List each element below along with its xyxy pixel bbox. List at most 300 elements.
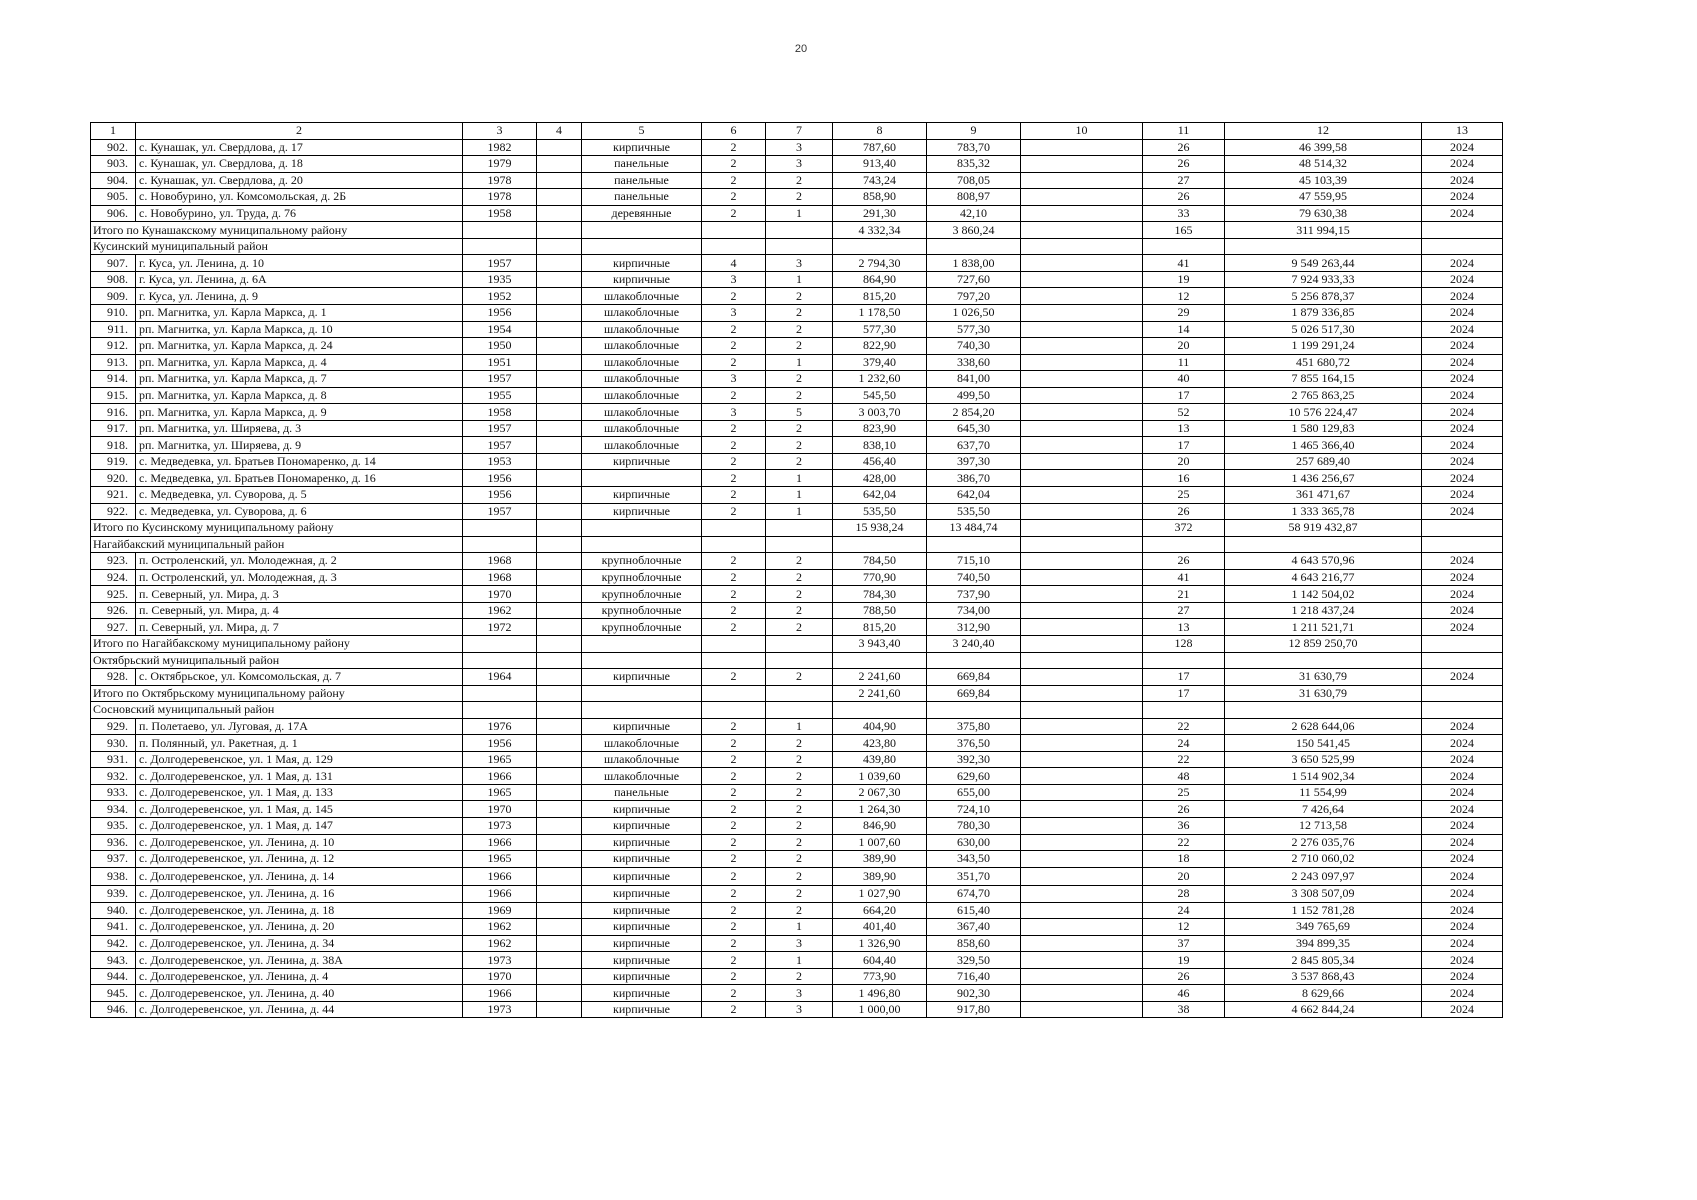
col-4-cell — [537, 952, 582, 969]
col-6-cell — [702, 222, 766, 239]
col-13-cell — [1422, 238, 1503, 255]
col-13-cell: 2024 — [1422, 935, 1503, 952]
year-cell: 1962 — [463, 935, 537, 952]
col-9-cell: 669,84 — [927, 685, 1021, 702]
table-row — [91, 139, 1503, 156]
col-12-cell: 2 243 097,97 — [1225, 867, 1422, 886]
col-7-cell: 2 — [766, 420, 833, 437]
col-8-cell: 864,90 — [833, 271, 927, 288]
col-11-cell: 17 — [1143, 387, 1225, 404]
col-8-cell: 379,40 — [833, 354, 927, 371]
col-4-cell — [537, 669, 582, 686]
col-11-cell: 52 — [1143, 404, 1225, 421]
col-7-cell — [766, 238, 833, 255]
wall-material-cell: кирпичные — [582, 952, 702, 969]
col-13-cell: 2024 — [1422, 851, 1503, 868]
col-7-cell: 3 — [766, 985, 833, 1002]
col-6-cell: 3 — [702, 371, 766, 388]
col-10-cell — [1021, 919, 1143, 936]
col-12-cell: 5 256 878,37 — [1225, 288, 1422, 305]
col-4-cell — [537, 437, 582, 454]
col-6-cell — [702, 536, 766, 553]
col-11-cell: 17 — [1143, 437, 1225, 454]
col-8-cell: 456,40 — [833, 453, 927, 470]
row-number-cell: 917. — [91, 420, 136, 437]
col-12-cell: 3 537 868,43 — [1225, 968, 1422, 985]
year-cell: 1953 — [463, 453, 537, 470]
district-header-row — [91, 652, 1503, 669]
col-8-cell: 2 241,60 — [833, 685, 927, 702]
year-cell: 1970 — [463, 586, 537, 603]
col-9-cell: 727,60 — [927, 271, 1021, 288]
col-13-cell: 2024 — [1422, 156, 1503, 173]
col-4-cell — [537, 902, 582, 919]
col-11-cell: 372 — [1143, 520, 1225, 537]
table-row — [91, 735, 1503, 752]
col-7-cell: 2 — [766, 338, 833, 355]
col-9-cell: 42,10 — [927, 205, 1021, 222]
col-8-cell: 1 264,30 — [833, 801, 927, 818]
row-number-cell: 907. — [91, 255, 136, 272]
col-8-cell: 815,20 — [833, 288, 927, 305]
col-12-cell: 257 689,40 — [1225, 453, 1422, 470]
wall-material-cell: крупноблочные — [582, 619, 702, 636]
row-number-cell: 941. — [91, 919, 136, 936]
col-12-cell: 10 576 224,47 — [1225, 404, 1422, 421]
col-8-cell: 2 067,30 — [833, 784, 927, 801]
col-9-cell: 615,40 — [927, 902, 1021, 919]
table-row — [91, 935, 1503, 952]
col-7-cell: 5 — [766, 404, 833, 421]
table-row — [91, 851, 1503, 868]
table-row — [91, 619, 1503, 636]
table-row — [91, 305, 1503, 322]
col-7-cell: 2 — [766, 288, 833, 305]
col-12-cell: 9 549 263,44 — [1225, 255, 1422, 272]
address-cell: с. Кунашак, ул. Свердлова, д. 20 — [136, 172, 463, 189]
col-4-cell — [537, 139, 582, 156]
col-10-cell — [1021, 255, 1143, 272]
col-4-cell — [537, 172, 582, 189]
year-cell: 1968 — [463, 553, 537, 570]
col-9-cell: 535,50 — [927, 503, 1021, 520]
col-6-cell: 2 — [702, 553, 766, 570]
col-6-cell — [702, 685, 766, 702]
year-cell: 1957 — [463, 437, 537, 454]
col-6-cell: 2 — [702, 851, 766, 868]
col-8-cell: 815,20 — [833, 619, 927, 636]
wall-material-cell — [582, 536, 702, 553]
col-4-cell — [537, 718, 582, 735]
col-10-cell — [1021, 867, 1143, 886]
col-12-cell: 46 399,58 — [1225, 139, 1422, 156]
district-name: Октябрьский муниципальный район — [91, 652, 463, 669]
year-cell: 1950 — [463, 338, 537, 355]
col-7-cell: 3 — [766, 139, 833, 156]
col-4-cell — [537, 338, 582, 355]
col-7-cell: 2 — [766, 784, 833, 801]
col-4-cell — [537, 985, 582, 1002]
col-9-cell: 708,05 — [927, 172, 1021, 189]
col-11-cell — [1143, 652, 1225, 669]
wall-material-cell: шлакоблочные — [582, 305, 702, 322]
year-cell: 1966 — [463, 985, 537, 1002]
row-number-cell: 923. — [91, 553, 136, 570]
address-cell: с. Новобурино, ул. Комсомольская, д. 2Б — [136, 189, 463, 206]
col-7-cell — [766, 222, 833, 239]
year-cell: 1958 — [463, 404, 537, 421]
row-number-cell: 929. — [91, 718, 136, 735]
table-row — [91, 718, 1503, 735]
col-7-cell: 2 — [766, 553, 833, 570]
col-4-cell — [537, 255, 582, 272]
col-13-cell: 2024 — [1422, 569, 1503, 586]
col-8-cell: 743,24 — [833, 172, 927, 189]
row-number-cell: 916. — [91, 404, 136, 421]
col-6-cell: 2 — [702, 602, 766, 619]
year-cell — [463, 222, 537, 239]
table-row — [91, 952, 1503, 969]
col-10-cell — [1021, 437, 1143, 454]
wall-material-cell: кирпичные — [582, 985, 702, 1002]
col-7-cell: 1 — [766, 919, 833, 936]
col-6-cell: 2 — [702, 453, 766, 470]
col-4-cell — [537, 834, 582, 851]
year-cell — [463, 238, 537, 255]
col-6-cell: 2 — [702, 503, 766, 520]
col-8-cell: 389,90 — [833, 867, 927, 886]
col-8-cell — [833, 702, 927, 719]
col-11-cell: 24 — [1143, 735, 1225, 752]
col-12-cell: 349 765,69 — [1225, 919, 1422, 936]
col-4-cell — [537, 553, 582, 570]
col-9-cell: 499,50 — [927, 387, 1021, 404]
wall-material-cell: деревянные — [582, 205, 702, 222]
col-8-cell: 1 496,80 — [833, 985, 927, 1002]
table-row — [91, 453, 1503, 470]
address-cell: с. Долгодеревенское, ул. Ленина, д. 18 — [136, 902, 463, 919]
column-number-header: 1 — [91, 123, 136, 140]
col-4-cell — [537, 387, 582, 404]
col-10-cell — [1021, 768, 1143, 785]
address-cell: с. Медведевка, ул. Братьев Пономаренко, д. 14 — [136, 453, 463, 470]
table-row — [91, 503, 1503, 520]
wall-material-cell: панельные — [582, 189, 702, 206]
col-10-cell — [1021, 735, 1143, 752]
year-cell: 1965 — [463, 751, 537, 768]
col-9-cell: 367,40 — [927, 919, 1021, 936]
col-10-cell — [1021, 371, 1143, 388]
table-body — [91, 139, 1503, 1018]
col-7-cell: 1 — [766, 354, 833, 371]
wall-material-cell: кирпичные — [582, 139, 702, 156]
address-cell: г. Куса, ул. Ленина, д. 9 — [136, 288, 463, 305]
col-6-cell: 2 — [702, 569, 766, 586]
address-cell: с. Медведевка, ул. Суворова, д. 5 — [136, 487, 463, 504]
district-header-row — [91, 238, 1503, 255]
col-7-cell: 3 — [766, 255, 833, 272]
col-10-cell — [1021, 635, 1143, 652]
table-row — [91, 784, 1503, 801]
col-8-cell: 787,60 — [833, 139, 927, 156]
col-10-cell — [1021, 751, 1143, 768]
district-total-row — [91, 635, 1503, 652]
col-11-cell: 26 — [1143, 189, 1225, 206]
district-total-label: Итого по Кунашакскому муниципальному району — [91, 222, 463, 239]
address-cell: г. Куса, ул. Ленина, д. 6А — [136, 271, 463, 288]
col-11-cell: 48 — [1143, 768, 1225, 785]
address-cell: п. Северный, ул. Мира, д. 3 — [136, 586, 463, 603]
row-number-cell: 933. — [91, 784, 136, 801]
col-6-cell — [702, 520, 766, 537]
col-11-cell: 24 — [1143, 902, 1225, 919]
col-12-cell: 2 765 863,25 — [1225, 387, 1422, 404]
address-cell: п. Остроленский, ул. Молодежная, д. 2 — [136, 553, 463, 570]
wall-material-cell: шлакоблочные — [582, 371, 702, 388]
col-11-cell: 26 — [1143, 968, 1225, 985]
address-cell: г. Куса, ул. Ленина, д. 10 — [136, 255, 463, 272]
year-cell — [463, 702, 537, 719]
col-4-cell — [537, 288, 582, 305]
table-row — [91, 669, 1503, 686]
col-12-cell: 394 899,35 — [1225, 935, 1422, 952]
col-7-cell: 2 — [766, 321, 833, 338]
col-13-cell: 2024 — [1422, 255, 1503, 272]
wall-material-cell: кирпичные — [582, 503, 702, 520]
col-7-cell: 2 — [766, 669, 833, 686]
col-10-cell — [1021, 503, 1143, 520]
col-10-cell — [1021, 321, 1143, 338]
year-cell: 1956 — [463, 470, 537, 487]
col-12-cell: 1 879 336,85 — [1225, 305, 1422, 322]
row-number-cell: 930. — [91, 735, 136, 752]
col-6-cell — [702, 652, 766, 669]
col-6-cell: 2 — [702, 172, 766, 189]
row-number-cell: 903. — [91, 156, 136, 173]
col-4-cell — [537, 453, 582, 470]
wall-material-cell — [582, 635, 702, 652]
row-number-cell: 909. — [91, 288, 136, 305]
col-13-cell — [1422, 635, 1503, 652]
column-number-header: 7 — [766, 123, 833, 140]
col-11-cell: 12 — [1143, 919, 1225, 936]
col-6-cell: 2 — [702, 139, 766, 156]
col-13-cell: 2024 — [1422, 784, 1503, 801]
col-6-cell: 2 — [702, 751, 766, 768]
col-6-cell — [702, 702, 766, 719]
col-7-cell: 2 — [766, 602, 833, 619]
year-cell: 1957 — [463, 371, 537, 388]
col-8-cell: 1 178,50 — [833, 305, 927, 322]
col-8-cell: 784,30 — [833, 586, 927, 603]
col-7-cell: 2 — [766, 586, 833, 603]
table-row — [91, 602, 1503, 619]
col-4-cell — [537, 536, 582, 553]
row-number-cell: 906. — [91, 205, 136, 222]
col-8-cell: 838,10 — [833, 437, 927, 454]
col-7-cell: 2 — [766, 886, 833, 903]
address-cell: рп. Магнитка, ул. Ширяева, д. 3 — [136, 420, 463, 437]
row-number-cell: 940. — [91, 902, 136, 919]
col-13-cell: 2024 — [1422, 503, 1503, 520]
col-10-cell — [1021, 968, 1143, 985]
col-13-cell: 2024 — [1422, 602, 1503, 619]
address-cell: рп. Магнитка, ул. Карла Маркса, д. 4 — [136, 354, 463, 371]
address-cell: с. Долгодеревенское, ул. Ленина, д. 38А — [136, 952, 463, 969]
wall-material-cell — [582, 652, 702, 669]
col-7-cell: 2 — [766, 453, 833, 470]
address-cell: с. Долгодеревенское, ул. Ленина, д. 20 — [136, 919, 463, 936]
address-cell: с. Долгодеревенское, ул. Ленина, д. 34 — [136, 935, 463, 952]
col-9-cell: 3 860,24 — [927, 222, 1021, 239]
col-9-cell: 715,10 — [927, 553, 1021, 570]
col-4-cell — [537, 751, 582, 768]
row-number-cell: 918. — [91, 437, 136, 454]
col-4-cell — [537, 1001, 582, 1018]
district-total-row — [91, 520, 1503, 537]
col-11-cell — [1143, 238, 1225, 255]
col-9-cell — [927, 238, 1021, 255]
col-7-cell: 2 — [766, 968, 833, 985]
col-7-cell — [766, 635, 833, 652]
col-6-cell: 2 — [702, 354, 766, 371]
col-13-cell: 2024 — [1422, 354, 1503, 371]
col-9-cell: 669,84 — [927, 669, 1021, 686]
table-row — [91, 470, 1503, 487]
col-12-cell: 1 218 437,24 — [1225, 602, 1422, 619]
col-9-cell: 674,70 — [927, 886, 1021, 903]
col-10-cell — [1021, 602, 1143, 619]
col-11-cell: 46 — [1143, 985, 1225, 1002]
table-row — [91, 902, 1503, 919]
address-cell: рп. Магнитка, ул. Карла Маркса, д. 9 — [136, 404, 463, 421]
wall-material-cell: кирпичные — [582, 255, 702, 272]
col-13-cell: 2024 — [1422, 305, 1503, 322]
col-4-cell — [537, 635, 582, 652]
col-8-cell: 858,90 — [833, 189, 927, 206]
col-11-cell: 41 — [1143, 255, 1225, 272]
col-11-cell: 13 — [1143, 420, 1225, 437]
col-8-cell: 1 326,90 — [833, 935, 927, 952]
address-cell: с. Долгодеревенское, ул. Ленина, д. 10 — [136, 834, 463, 851]
col-13-cell: 2024 — [1422, 487, 1503, 504]
address-cell: с. Долгодеревенское, ул. 1 Мая, д. 147 — [136, 817, 463, 834]
col-10-cell — [1021, 404, 1143, 421]
col-10-cell — [1021, 156, 1143, 173]
col-4-cell — [537, 503, 582, 520]
col-6-cell: 2 — [702, 321, 766, 338]
col-13-cell: 2024 — [1422, 437, 1503, 454]
wall-material-cell: кирпичные — [582, 801, 702, 818]
col-4-cell — [537, 768, 582, 785]
col-8-cell: 389,90 — [833, 851, 927, 868]
col-12-cell: 7 426,64 — [1225, 801, 1422, 818]
col-9-cell: 797,20 — [927, 288, 1021, 305]
table-row — [91, 288, 1503, 305]
row-number-cell: 938. — [91, 867, 136, 886]
col-6-cell: 2 — [702, 817, 766, 834]
year-cell: 1965 — [463, 851, 537, 868]
col-9-cell: 645,30 — [927, 420, 1021, 437]
year-cell: 1969 — [463, 902, 537, 919]
col-13-cell: 2024 — [1422, 968, 1503, 985]
col-11-cell: 26 — [1143, 553, 1225, 570]
col-13-cell: 2024 — [1422, 271, 1503, 288]
col-4-cell — [537, 867, 582, 886]
wall-material-cell: кирпичные — [582, 487, 702, 504]
address-cell: п. Северный, ул. Мира, д. 4 — [136, 602, 463, 619]
col-9-cell: 917,80 — [927, 1001, 1021, 1018]
address-cell: с. Кунашак, ул. Свердлова, д. 17 — [136, 139, 463, 156]
col-4-cell — [537, 801, 582, 818]
year-cell: 1952 — [463, 288, 537, 305]
table-row — [91, 569, 1503, 586]
col-7-cell: 2 — [766, 735, 833, 752]
col-9-cell: 858,60 — [927, 935, 1021, 952]
col-7-cell: 1 — [766, 952, 833, 969]
col-10-cell — [1021, 520, 1143, 537]
col-9-cell: 902,30 — [927, 985, 1021, 1002]
column-number-header: 4 — [537, 123, 582, 140]
col-4-cell — [537, 817, 582, 834]
col-8-cell: 788,50 — [833, 602, 927, 619]
col-7-cell: 2 — [766, 172, 833, 189]
col-8-cell: 3 003,70 — [833, 404, 927, 421]
col-10-cell — [1021, 222, 1143, 239]
col-9-cell: 376,50 — [927, 735, 1021, 752]
col-10-cell — [1021, 305, 1143, 322]
col-11-cell: 38 — [1143, 1001, 1225, 1018]
address-cell: с. Долгодеревенское, ул. 1 Мая, д. 131 — [136, 768, 463, 785]
col-12-cell: 1 514 902,34 — [1225, 768, 1422, 785]
col-12-cell: 2 845 805,34 — [1225, 952, 1422, 969]
col-9-cell: 655,00 — [927, 784, 1021, 801]
col-10-cell — [1021, 139, 1143, 156]
address-cell: рп. Магнитка, ул. Ширяева, д. 9 — [136, 437, 463, 454]
table-row — [91, 437, 1503, 454]
table-row — [91, 371, 1503, 388]
col-11-cell: 33 — [1143, 205, 1225, 222]
col-10-cell — [1021, 238, 1143, 255]
col-7-cell: 1 — [766, 718, 833, 735]
wall-material-cell: кирпичные — [582, 453, 702, 470]
wall-material-cell: кирпичные — [582, 718, 702, 735]
col-6-cell: 2 — [702, 718, 766, 735]
col-12-cell: 1 465 366,40 — [1225, 437, 1422, 454]
col-12-cell: 7 924 933,33 — [1225, 271, 1422, 288]
table-row — [91, 487, 1503, 504]
col-8-cell: 2 241,60 — [833, 669, 927, 686]
year-cell: 1966 — [463, 886, 537, 903]
col-8-cell: 913,40 — [833, 156, 927, 173]
col-13-cell: 2024 — [1422, 205, 1503, 222]
col-9-cell: 783,70 — [927, 139, 1021, 156]
col-10-cell — [1021, 354, 1143, 371]
col-6-cell: 2 — [702, 735, 766, 752]
col-10-cell — [1021, 470, 1143, 487]
col-7-cell: 1 — [766, 470, 833, 487]
col-13-cell: 2024 — [1422, 919, 1503, 936]
table-row — [91, 1001, 1503, 1018]
col-9-cell: 1 838,00 — [927, 255, 1021, 272]
col-13-cell: 2024 — [1422, 768, 1503, 785]
col-8-cell: 1 232,60 — [833, 371, 927, 388]
col-6-cell: 2 — [702, 487, 766, 504]
col-6-cell: 2 — [702, 437, 766, 454]
row-number-cell: 924. — [91, 569, 136, 586]
table-row — [91, 404, 1503, 421]
address-cell: с. Долгодеревенское, ул. Ленина, д. 16 — [136, 886, 463, 903]
